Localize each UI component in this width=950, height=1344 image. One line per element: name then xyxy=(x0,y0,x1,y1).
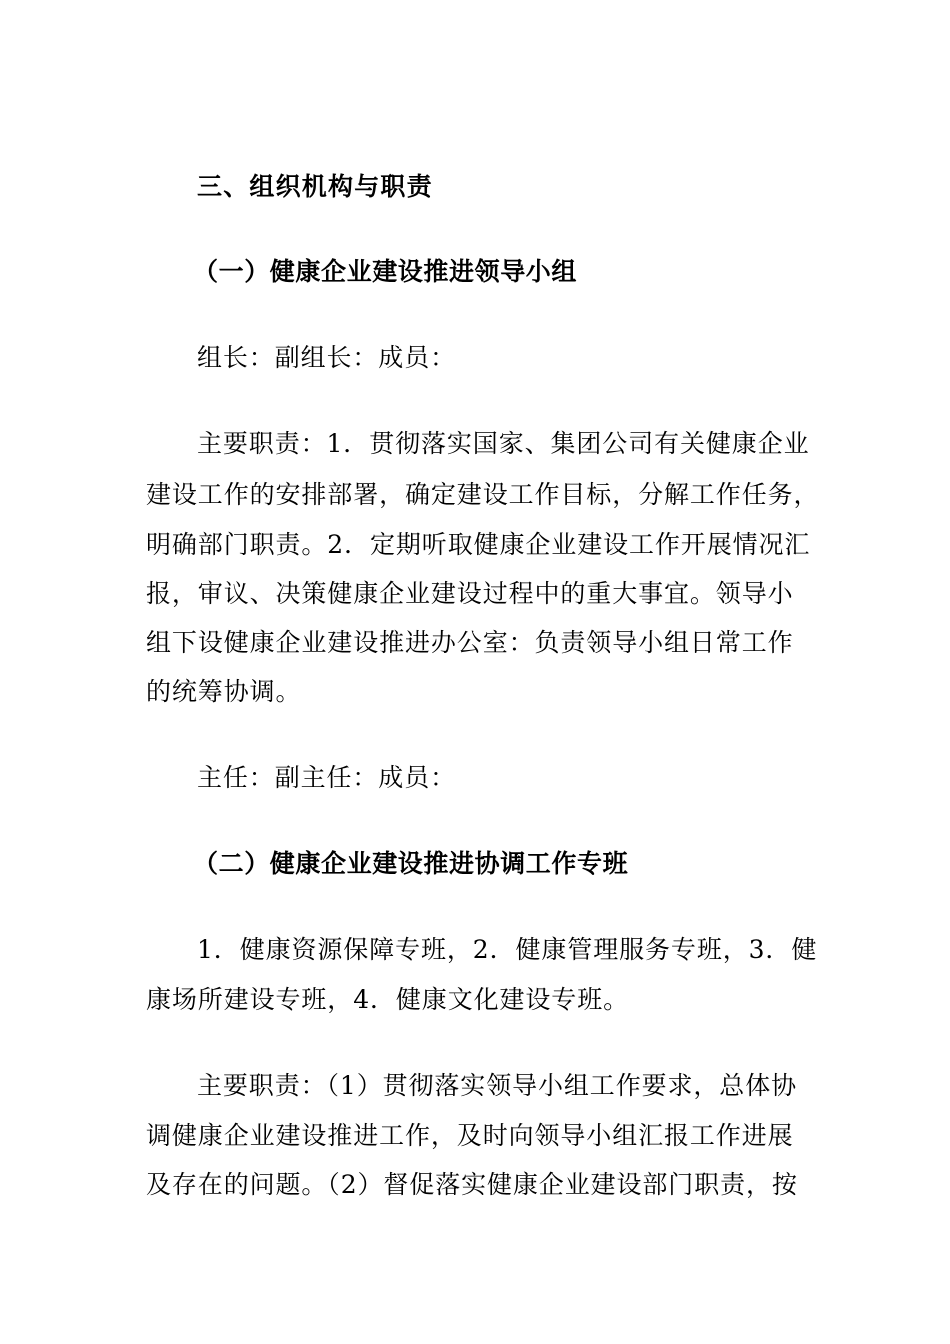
group1-duties-line-5: 组下设健康企业建设推进办公室：负责领导小组日常工作 xyxy=(146,628,794,657)
group1-duties-line-4: 报，审议、决策健康企业建设过程中的重大事宜。领导小 xyxy=(146,579,794,608)
group2-heading: （二）健康企业建设推进协调工作专班 xyxy=(193,849,629,878)
group2-duties-line-3: 及存在的问题。（2）督促落实健康企业建设部门职责，按 xyxy=(146,1170,798,1199)
office-members: 主任：副主任：成员： xyxy=(197,763,457,792)
group1-duties-line-3: 明确部门职责。2．定期听取健康企业建设工作开展情况汇 xyxy=(146,530,811,559)
group2-duties-line-1: 主要职责：（1）贯彻落实领导小组工作要求，总体协 xyxy=(197,1071,798,1100)
group1-members: 组长：副组长：成员： xyxy=(197,343,457,372)
group1-heading: （一）健康企业建设推进领导小组 xyxy=(193,257,578,286)
group2-teams-line-2: 康场所建设专班，4．健康文化建设专班。 xyxy=(146,985,630,1014)
group2-duties-line-2: 调健康企业建设推进工作，及时向领导小组汇报工作进展 xyxy=(146,1121,794,1150)
group1-duties-line-1: 主要职责：1．贯彻落实国家、集团公司有关健康企业 xyxy=(197,429,810,458)
group2-teams-line-1: 1．健康资源保障专班，2．健康管理服务专班，3．健 xyxy=(197,935,818,964)
group1-duties-line-2: 建设工作的安排部署，确定建设工作目标，分解工作任务， xyxy=(146,480,820,509)
group1-duties-line-6: 的统筹协调。 xyxy=(146,677,302,706)
section-title: 三、组织机构与职责 xyxy=(197,172,433,201)
